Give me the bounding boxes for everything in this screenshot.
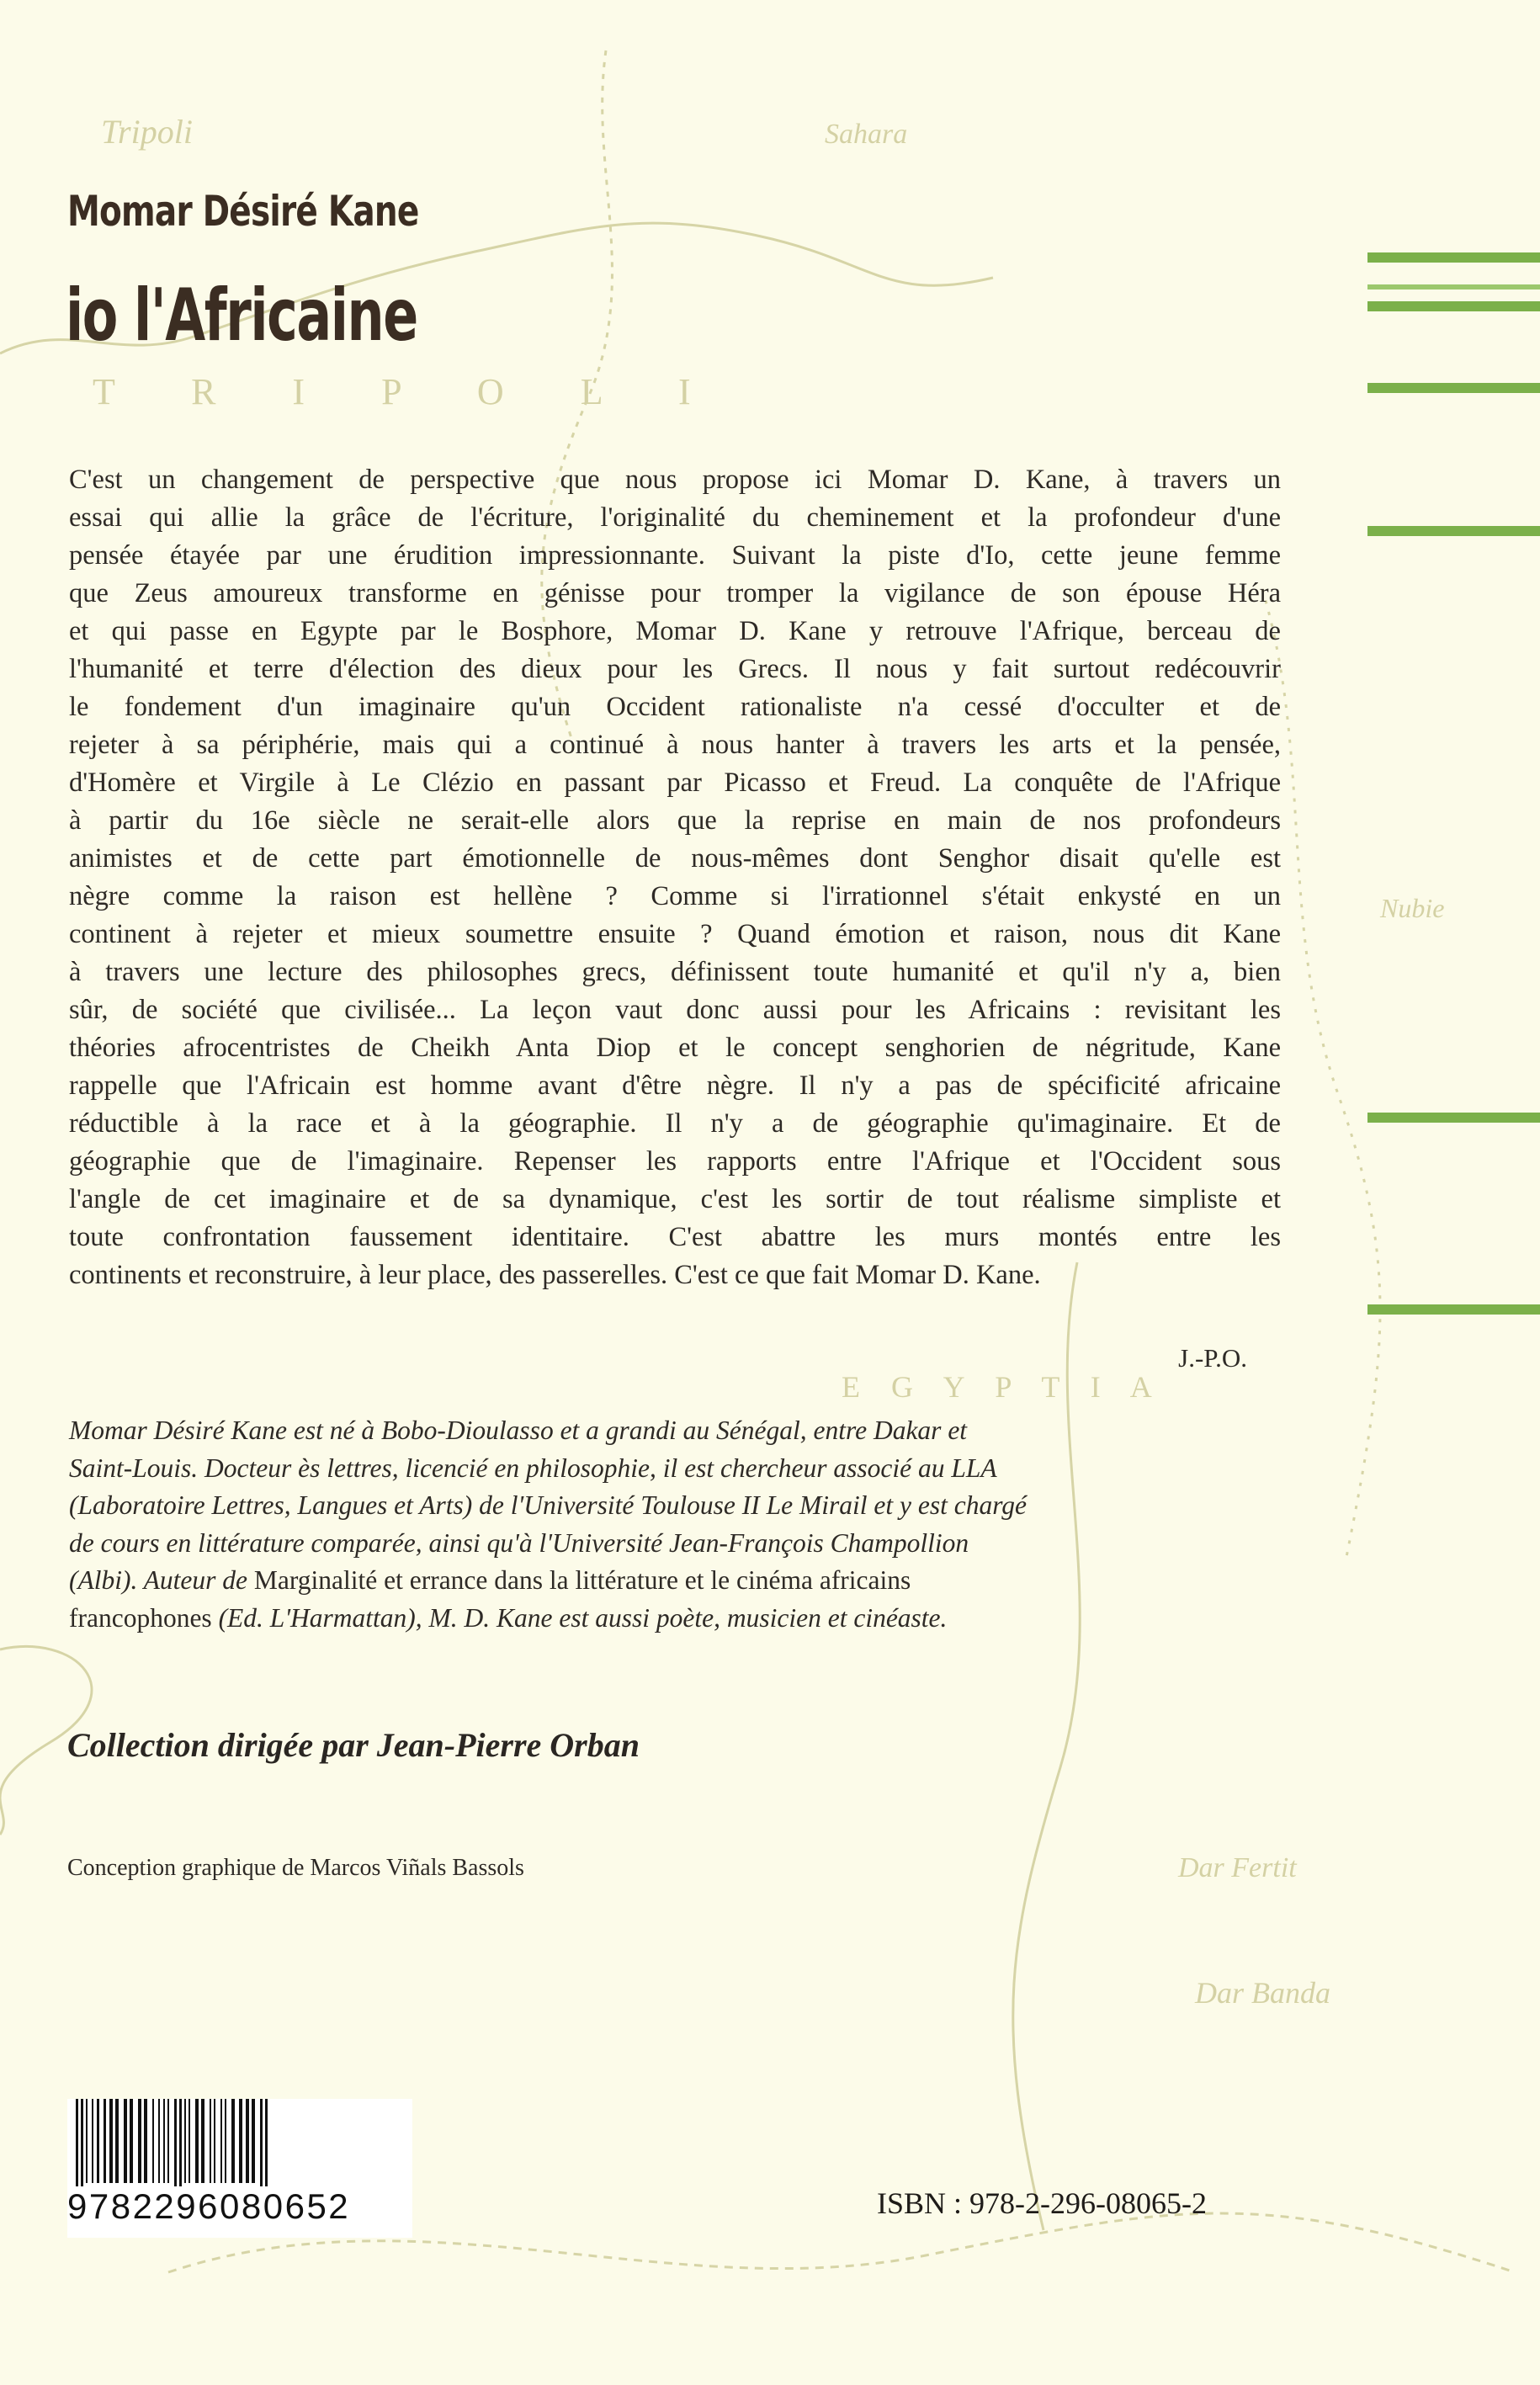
green-stripe	[1367, 252, 1540, 263]
blurb-line: essai qui allie la grâce de l'écriture, l'originalité du cheminement et la profondeur d'une	[69, 502, 1281, 533]
barcode-bar	[201, 2099, 204, 2183]
barcode-bar	[144, 2099, 147, 2183]
barcode-digits: 9782296080652	[67, 2186, 412, 2227]
barcode-bar	[246, 2099, 249, 2183]
barcode-bar	[163, 2099, 165, 2183]
barcode-bar	[109, 2099, 113, 2183]
barcode-bar	[265, 2099, 268, 2191]
barcode-bar	[167, 2099, 169, 2183]
blurb-line: rappelle que l'Africain est homme avant d'être nègre. Il n'y a pas de spécificité africaine	[69, 1070, 1281, 1101]
map-label: Nubie	[1380, 893, 1445, 923]
green-stripe	[1367, 301, 1540, 311]
barcode-bar	[97, 2099, 99, 2183]
blurb-line: à partir du 16e siècle ne serait-elle alors que la reprise en main de nos profondeurs	[69, 805, 1281, 836]
blurb-text	[69, 461, 1281, 1294]
isbn: ISBN : 978-2-296-08065-2	[877, 2186, 1207, 2220]
barcode-bar	[152, 2099, 154, 2183]
map-label: E G Y P T I A	[842, 1370, 1164, 1404]
barcode-bar	[86, 2099, 88, 2183]
bio-fragment: (Albi). Auteur de	[69, 1565, 247, 1595]
barcode-bar	[252, 2099, 255, 2183]
barcode-bar	[214, 2099, 215, 2183]
barcode-bar	[195, 2099, 199, 2183]
blurb-line: C'est un changement de perspective que nous propose ici Momar D. Kane, à travers un	[69, 465, 1281, 495]
blurb-line: réductible à la race et à la géographie. Il n'y a de géographie qu'imaginaire. Et de	[69, 1108, 1281, 1139]
collection-credit: Collection dirigée par Jean-Pierre Orban	[67, 1726, 640, 1764]
barcode-bar	[81, 2099, 83, 2191]
blurb-line: continent à rejeter et mieux soumettre ensuite ? Quand émotion et raison, nous dit Kane	[69, 919, 1281, 949]
barcode-bar	[115, 2099, 119, 2183]
bio-line: (Laboratoire Lettres, Langues et Arts) de l'Université Toulouse II Le Mirail et y est chargé	[69, 1490, 1028, 1520]
blurb-line: que Zeus amoureux transforme en génisse pour tromper la vigilance de son épouse Héra	[69, 578, 1281, 608]
blurb-line: pensée étayée par une érudition impressionnante. Suivant la piste d'Io, cette jeune femme	[69, 540, 1281, 571]
barcode-bars	[72, 2099, 409, 2191]
bio-line	[69, 1600, 1293, 1638]
green-stripe	[1367, 526, 1540, 536]
author-name: Momar Désiré Kane	[67, 187, 419, 236]
barcode-bar	[239, 2099, 242, 2183]
barcode-bar	[220, 2099, 222, 2183]
barcode-bar	[158, 2099, 160, 2183]
blurb-line: continents et reconstruire, à leur place, des passerelles. C'est ce que fait Momar D. Kane.	[69, 1260, 1041, 1290]
map-label: Dar Fertit	[1178, 1852, 1297, 1883]
map-label: Sahara	[825, 119, 908, 150]
map-label: Tripoli	[101, 113, 193, 151]
blurb-signature: J.-P.O.	[1178, 1343, 1247, 1373]
map-river	[1013, 1262, 1080, 2230]
barcode-bar	[184, 2099, 186, 2183]
book-title: io l'Africaine	[66, 274, 417, 358]
bio-line	[69, 1562, 1293, 1600]
blurb-line: sûr, de société que civilisée... La leçon vaut donc aussi pour les Africains : revisitant les	[69, 995, 1281, 1025]
barcode-bar	[225, 2099, 226, 2183]
blurb-line: l'humanité et terre d'élection des dieux pour les Grecs. Il nous y fait surtout redécouvrir	[69, 654, 1281, 684]
barcode-bar	[104, 2099, 106, 2183]
barcode-bar	[231, 2099, 235, 2183]
blurb-line: nègre comme la raison est hellène ? Comme si l'irrationnel s'était enkysté en un	[69, 881, 1281, 911]
bio-fragment: (Ed. L'Harmattan), M. D. Kane est aussi poète, musicien et cinéaste.	[211, 1602, 948, 1633]
blurb-line: théories afrocentristes de Cheikh Anta Diop et le concept senghorien de négritude, Kane	[69, 1033, 1281, 1063]
bio-line: de cours en littérature comparée, ainsi qu'à l'Université Jean-François Champollion	[69, 1527, 969, 1558]
bio-book-title: Marginalité et errance dans la littérature et le cinéma africains	[247, 1565, 911, 1595]
barcode	[67, 2099, 412, 2238]
blurb-line: géographie que de l'imaginaire. Repenser les rapports entre l'Afrique et l'Occident sous	[69, 1146, 1281, 1177]
barcode-bar	[130, 2099, 133, 2183]
barcode-bar	[138, 2099, 141, 2183]
blurb-line: à travers une lecture des philosophes grecs, définissent toute humanité et qu'il n'y a, bien	[69, 957, 1281, 987]
blurb-line: animistes et de cette part émotionnelle de nous-mêmes dont Senghor disait qu'elle est	[69, 843, 1281, 874]
barcode-bar	[210, 2099, 211, 2183]
blurb-line: rejeter à sa périphérie, mais qui a continué à nous hanter à travers les arts et la pensée,	[69, 730, 1281, 760]
blurb-line: et qui passe en Egypte par le Bosphore, Momar D. Kane y retrouve l'Afrique, berceau de	[69, 616, 1281, 646]
barcode-bar	[76, 2099, 78, 2191]
barcode-bar	[179, 2099, 182, 2191]
green-stripe	[1367, 1113, 1540, 1123]
bio-book-title: francophones	[69, 1602, 212, 1633]
barcode-bar	[124, 2099, 127, 2183]
author-bio	[69, 1412, 1293, 1637]
green-stripe	[1367, 383, 1540, 393]
barcode-bar	[189, 2099, 190, 2183]
bio-line: Saint-Louis. Docteur ès lettres, licencié en philosophie, il est chercheur associé au LLA	[69, 1453, 997, 1483]
blurb-line: le fondement d'un imaginaire qu'un Occident rationaliste n'a cessé d'occulter et de	[69, 692, 1281, 722]
green-stripe	[1367, 284, 1540, 289]
barcode-bar	[92, 2099, 93, 2183]
barcode-bar	[174, 2099, 177, 2191]
green-stripe	[1367, 1304, 1540, 1315]
map-label: Dar Banda	[1195, 1976, 1330, 2010]
blurb-line: l'angle de cet imaginaire et de sa dynamique, c'est les sortir de tout réalisme simpliste et	[69, 1184, 1281, 1214]
map-label: T R I P O L I	[93, 371, 725, 412]
barcode-bar	[260, 2099, 263, 2191]
blurb-line: toute confrontation faussement identitaire. C'est abattre les murs montés entre les	[69, 1222, 1281, 1252]
bio-line: Momar Désiré Kane est né à Bobo-Dioulasso et a grandi au Sénégal, entre Dakar et	[69, 1416, 968, 1445]
design-credit: Conception graphique de Marcos Viñals Bassols	[67, 1855, 524, 1881]
blurb-line: d'Homère et Virgile à Le Clézio en passant par Picasso et Freud. La conquête de l'Afrique	[69, 768, 1281, 798]
